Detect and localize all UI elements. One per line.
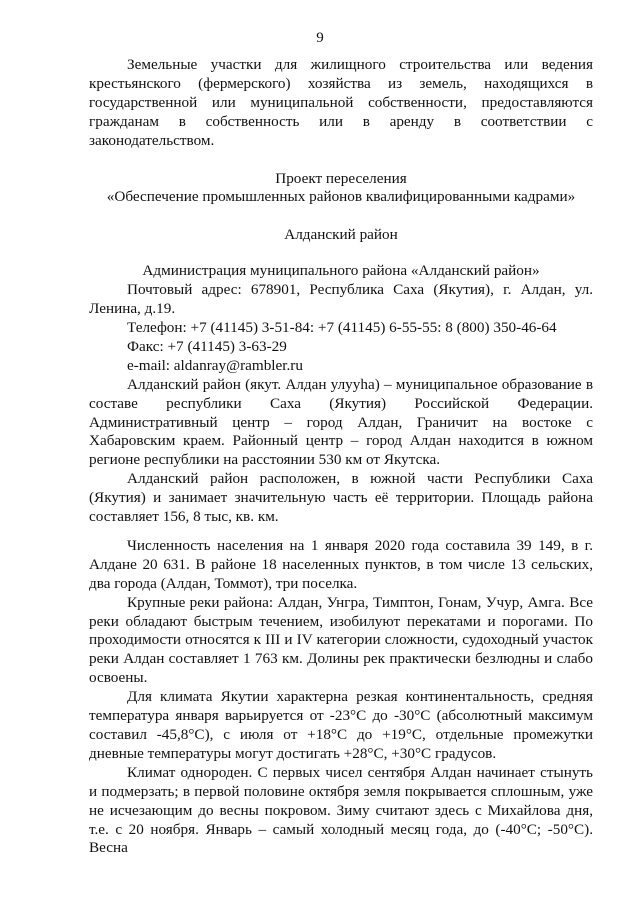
paragraph-population: Численность населения на 1 января 2020 года составила 39 149, в г. Алдане 20 631. В районе 18 населенных пунктов, в том числе 13 сельских, два города (Алдан, Томмот), три поселка. — [89, 536, 593, 592]
paragraph-location-area: Алданский район расположен, в южной части Республики Саха (Якутия) и занимает значительную часть её территории. Площадь района составляет 156, 8 тыс, кв. км. — [89, 470, 593, 526]
project-title: Проект переселения — [275, 169, 407, 187]
paragraph-district-overview: Алданский район (якут. Алдан улууһа) – муниципальное образование в составе республики Саха (Якутия) Российской Федерации. Административный центр – город Алдан, Граничит на востоке с Хабаровским краем. Районный центр – город Алдан находится в южном регионе республики на расстоянии 530 км от Якутска. — [89, 375, 593, 469]
paragraph-land-plots: Земельные участки для жилищного строительства или ведения крестьянского (фермерского) хозяйства из земель, находящихся в государственной или муниципальной собственности, предоставляются гражданам в собственность или в аренду в соответствии с законодательством. — [89, 56, 593, 149]
page-number: 9 — [316, 30, 324, 46]
fax-line: Факс: +7 (41145) 3-63-29 — [127, 337, 287, 355]
project-subtitle: «Обеспечение промышленных районов квалифицированными кадрами» — [106, 188, 576, 206]
paragraph-rivers: Крупные реки района: Алдан, Унгра, Тимптон, Гонам, Учур, Амга. Все реки обладают быстрым течением, изобилуют перекатами и порогами. По проходимости относятся к III и IV категории сложности, судоходный участок реки Алдан составляет 1 763 км. Долины рек практически безлюдны и слабо освоены. — [89, 593, 593, 687]
administration-name: Администрация муниципального района «Алданский район» — [142, 262, 540, 280]
postal-address: Почтовый адрес: 678901, Республика Саха (Якутия), г. Алдан, ул. Ленина, д.19. — [89, 281, 593, 318]
phone-line: Телефон: +7 (41145) 3-51-84: +7 (41145) 6-55-55: 8 (800) 350-46-64 — [127, 318, 557, 336]
paragraph-climate: Для климата Якутии характерна резкая континентальность, средняя температура января варьируется от -23°C до -30°C (абсолютный максимум составил -45,8°C), с июля от +18°C до +19°C, отдельные промежутки дневные температуры могут достигать +28°C, +30°C градусов. — [89, 688, 593, 762]
document-body — [89, 56, 593, 858]
email-line: e-mail: aldanray@rambler.ru — [127, 356, 303, 374]
district-title: Алданский район — [284, 226, 398, 244]
paragraph-seasons: Климат однороден. С первых чисел сентября Алдан начинает стынуть и подмерзать; в первой половине октября земля покрывается сплошным, уже не исчезающим до весны покровом. Зиму считают здесь с Михайлова дня, т.е. с 20 ноября. Январь – самый холодный месяц года, до (-40°C; -50°C). Весна — [89, 763, 593, 857]
